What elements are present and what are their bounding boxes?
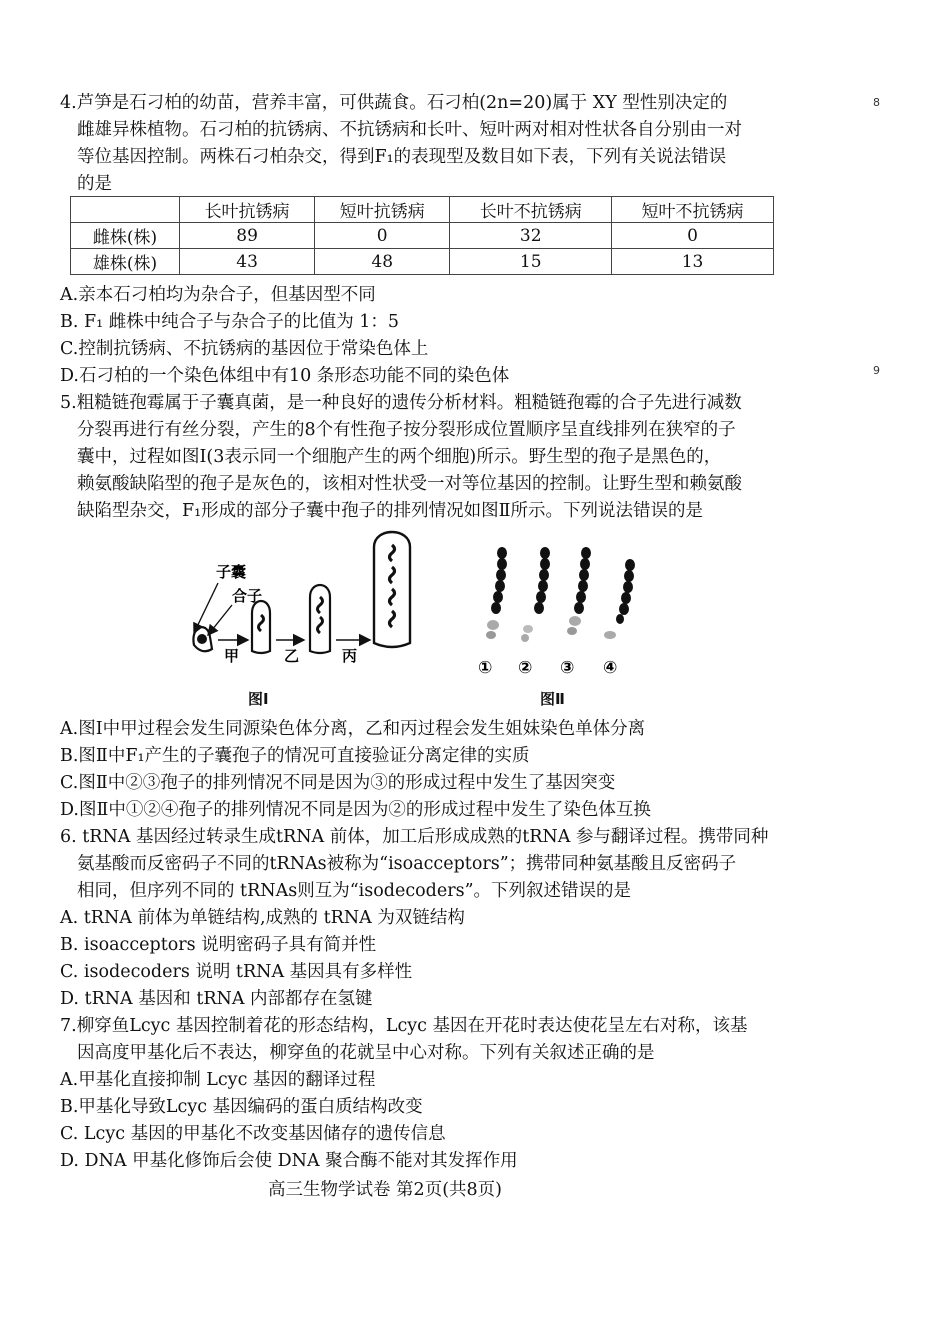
q6-option-c: C. isodecoders 说明 tRNA 基因具有多样性: [60, 962, 413, 982]
table-header-cell: 短叶不抗锈病: [612, 197, 774, 223]
table-header-cell: 长叶抗锈病: [180, 197, 315, 223]
ascus-3-spores: [567, 547, 591, 635]
q5-option-c: C.图Ⅱ中②③孢子的排列情况不同是因为③的形成过程中发生了基因突变: [60, 773, 616, 793]
q6-stem-line: 相同，但序列不同的 tRNAs则互为“isodecoders”。下列叙述错误的是: [77, 881, 632, 901]
q7-option-b: B.甲基化导致Lcyc 基因编码的蛋白质结构改变: [60, 1097, 423, 1117]
q4-stem-line: 的是: [77, 174, 112, 194]
q7-option-d: D. DNA 甲基化修饰后会使 DNA 聚合酶不能对其发挥作用: [60, 1151, 518, 1171]
table-header-cell: 长叶不抗锈病: [450, 197, 612, 223]
table-header-cell: [71, 197, 180, 223]
table-header-row: [71, 197, 774, 223]
table-header-cell: 短叶抗锈病: [315, 197, 450, 223]
q7-option-c: C. Lcyc 基因的甲基化不改变基因储存的遗传信息: [60, 1124, 446, 1144]
q4-option-d: D.石刁柏的一个染色体组中有10 条形态功能不同的染色体: [60, 366, 510, 386]
q5-stem-line: 分裂再进行有丝分裂，产生的8个有性孢子按分裂形成位置顺序呈直线排列在狭窄的子: [77, 420, 736, 440]
margin-mark-8: 8: [873, 96, 880, 109]
step-bing-label: 丙: [342, 647, 358, 665]
step-jia-label: 甲: [224, 647, 240, 665]
figure-1-diagram: [180, 525, 420, 685]
step-yi-label: 乙: [284, 647, 300, 665]
q5-option-b: B.图Ⅱ中F₁产生的子囊孢子的情况可直接验证分离定律的实质: [60, 746, 530, 766]
zygote-label: 合子: [232, 587, 263, 605]
table-cell: 雌株(株): [71, 223, 180, 249]
ascus-number-1: ①: [478, 658, 493, 678]
ascus-number-2: ②: [518, 658, 533, 678]
q7-stem-line: 因高度甲基化后不表达，柳穿鱼的花就呈中心对称。下列有关叙述正确的是: [77, 1043, 655, 1063]
ascus-label: 子囊: [216, 563, 247, 581]
ascus-stage-2: [252, 601, 270, 653]
q5-stem-line: 缺陷型杂交，F₁形成的部分子囊中孢子的排列情况如图Ⅱ所示。下列说法错误的是: [77, 501, 704, 521]
q6-stem-line: 氨基酸而反密码子不同的tRNAs被称为“isoacceptors”；携带同种氨基酸且反密码子: [77, 854, 737, 874]
q4-stem-line: 4.芦笋是石刁柏的幼苗，营养丰富，可供蔬食。石刁柏(2n=20)属于 XY 型性别决定的: [60, 93, 728, 113]
phenotype-table: [70, 196, 774, 275]
q4-option-b: B. F₁ 雌株中纯合子与杂合子的比值为 1：5: [60, 312, 400, 332]
ascus-4-spores: [604, 559, 635, 639]
q4-option-a: A.亲本石刁柏均为杂合子，但基因型不同: [60, 285, 376, 305]
table-cell: 15: [450, 249, 612, 275]
table-cell: 雄株(株): [71, 249, 180, 275]
q5-stem-line: 囊中，过程如图Ⅰ(3表示同一个细胞产生的两个细胞)所示。野生型的孢子是黑色的，: [77, 447, 722, 467]
table-cell: 48: [315, 249, 450, 275]
figure-2-caption: 图Ⅱ: [540, 690, 565, 708]
margin-mark-9: 9: [873, 364, 880, 377]
q6-option-a: A. tRNA 前体为单链结构,成熟的 tRNA 为双链结构: [60, 908, 465, 928]
ascus-number-4: ④: [603, 658, 618, 678]
table-cell: 13: [612, 249, 774, 275]
q5-option-a: A.图Ⅰ中甲过程会发生同源染色体分离，乙和丙过程会发生姐妹染色单体分离: [60, 719, 646, 739]
q7-stem-line: 7.柳穿鱼Lcyc 基因控制着花的形态结构，Lcyc 基因在开花时表达使花呈左右对称，该基: [60, 1016, 748, 1036]
page-footer: 高三生物学试卷 第2页(共8页): [268, 1180, 502, 1200]
q5-stem-line: 赖氨酸缺陷型的孢子是灰色的，该相对性状受一对等位基因的控制。让野生型和赖氨酸: [77, 474, 742, 494]
q5-option-d: D.图Ⅱ中①②④孢子的排列情况不同是因为②的形成过程中发生了染色体互换: [60, 800, 651, 820]
table-cell: 89: [180, 223, 315, 249]
q4-stem-line: 雌雄异株植物。石刁柏的抗锈病、不抗锈病和长叶、短叶两对相对性状各自分别由一对: [77, 120, 742, 140]
q6-option-d: D. tRNA 基因和 tRNA 内部都存在氢键: [60, 989, 373, 1009]
q5-stem-line: 5.粗糙链孢霉属于子囊真菌，是一种良好的遗传分析材料。粗糙链孢霉的合子先进行减数: [60, 393, 742, 413]
table-cell: 0: [315, 223, 450, 249]
q6-option-b: B. isoacceptors 说明密码子具有简并性: [60, 935, 377, 955]
table-cell: 43: [180, 249, 315, 275]
table-row: [71, 249, 774, 275]
ascus-1-spores: [486, 547, 507, 639]
table-cell: 0: [612, 223, 774, 249]
table-cell: 32: [450, 223, 612, 249]
q6-stem-line: 6. tRNA 基因经过转录生成tRNA 前体，加工后形成成熟的tRNA 参与翻译过程。携带同种: [60, 827, 769, 847]
q4-option-c: C.控制抗锈病、不抗锈病的基因位于常染色体上: [60, 339, 429, 359]
figure-1-caption: 图Ⅰ: [248, 690, 269, 708]
table-row: [71, 223, 774, 249]
ascus-number-3: ③: [560, 658, 575, 678]
q7-option-a: A.甲基化直接抑制 Lcyc 基因的翻译过程: [60, 1070, 376, 1090]
ascus-2-spores: [521, 547, 550, 642]
q4-stem-line: 等位基因控制。两株石刁柏杂交，得到F₁的表现型及数目如下表，下列有关说法错误: [77, 147, 727, 167]
figure-2-diagram: [470, 545, 640, 680]
